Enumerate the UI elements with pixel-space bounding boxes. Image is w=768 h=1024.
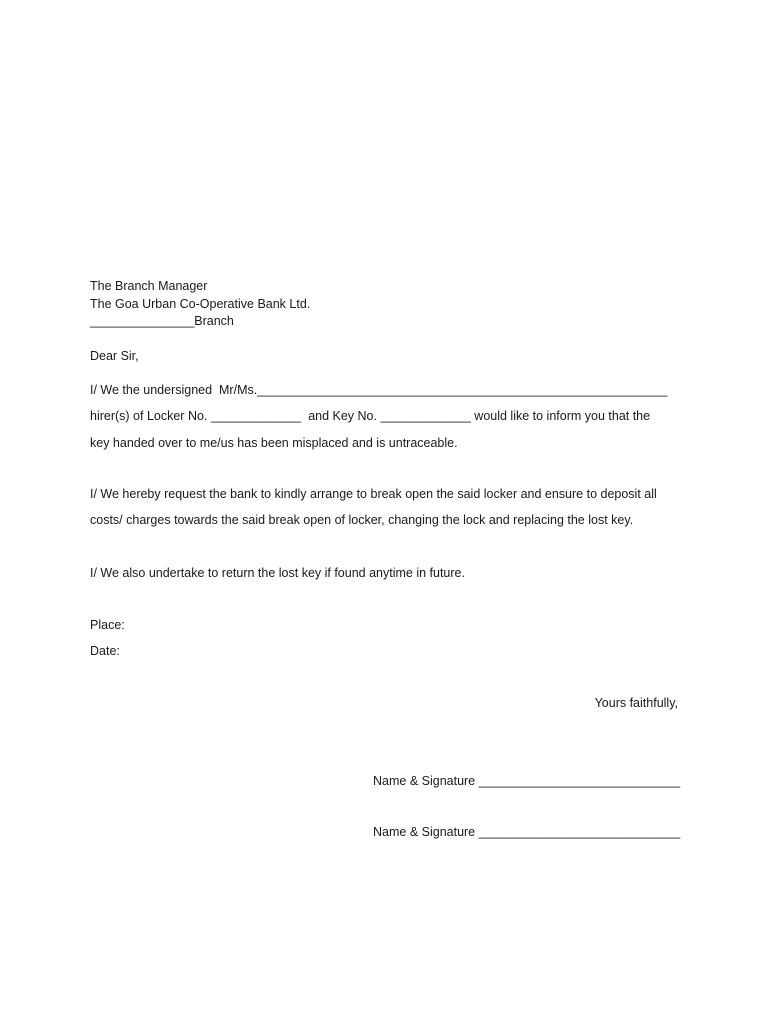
body-para2-line1: I/ We hereby request the bank to kindly arrange to break open the said locker and ensure to deposit all	[90, 487, 657, 501]
recipient-bank: The Goa Urban Co-Operative Bank Ltd.	[90, 297, 311, 311]
body-para1-line1: I/ We the undersigned Mr/Ms.___________________________________________________________	[90, 383, 668, 397]
signature-line-2: Name & Signature _____________________________	[373, 825, 681, 839]
body-para3: I/ We also undertake to return the lost key if found anytime in future.	[90, 566, 465, 580]
body-para2-line2: costs/ charges towards the said break open of locker, changing the lock and replacing the lost key.	[90, 513, 634, 527]
body-para1-line3: key handed over to me/us has been misplaced and is untraceable.	[90, 436, 458, 450]
place-label: Place:	[90, 618, 125, 632]
recipient-title: The Branch Manager	[90, 279, 208, 293]
recipient-branch: _______________Branch	[90, 314, 234, 328]
date-label: Date:	[90, 644, 120, 658]
salutation: Dear Sir,	[90, 349, 139, 363]
closing: Yours faithfully,	[594, 696, 678, 710]
signature-line-1: Name & Signature _____________________________	[373, 774, 681, 788]
body-para1-line2: hirer(s) of Locker No. _____________ and Key No. _____________ would like to inform you that the	[90, 409, 651, 423]
